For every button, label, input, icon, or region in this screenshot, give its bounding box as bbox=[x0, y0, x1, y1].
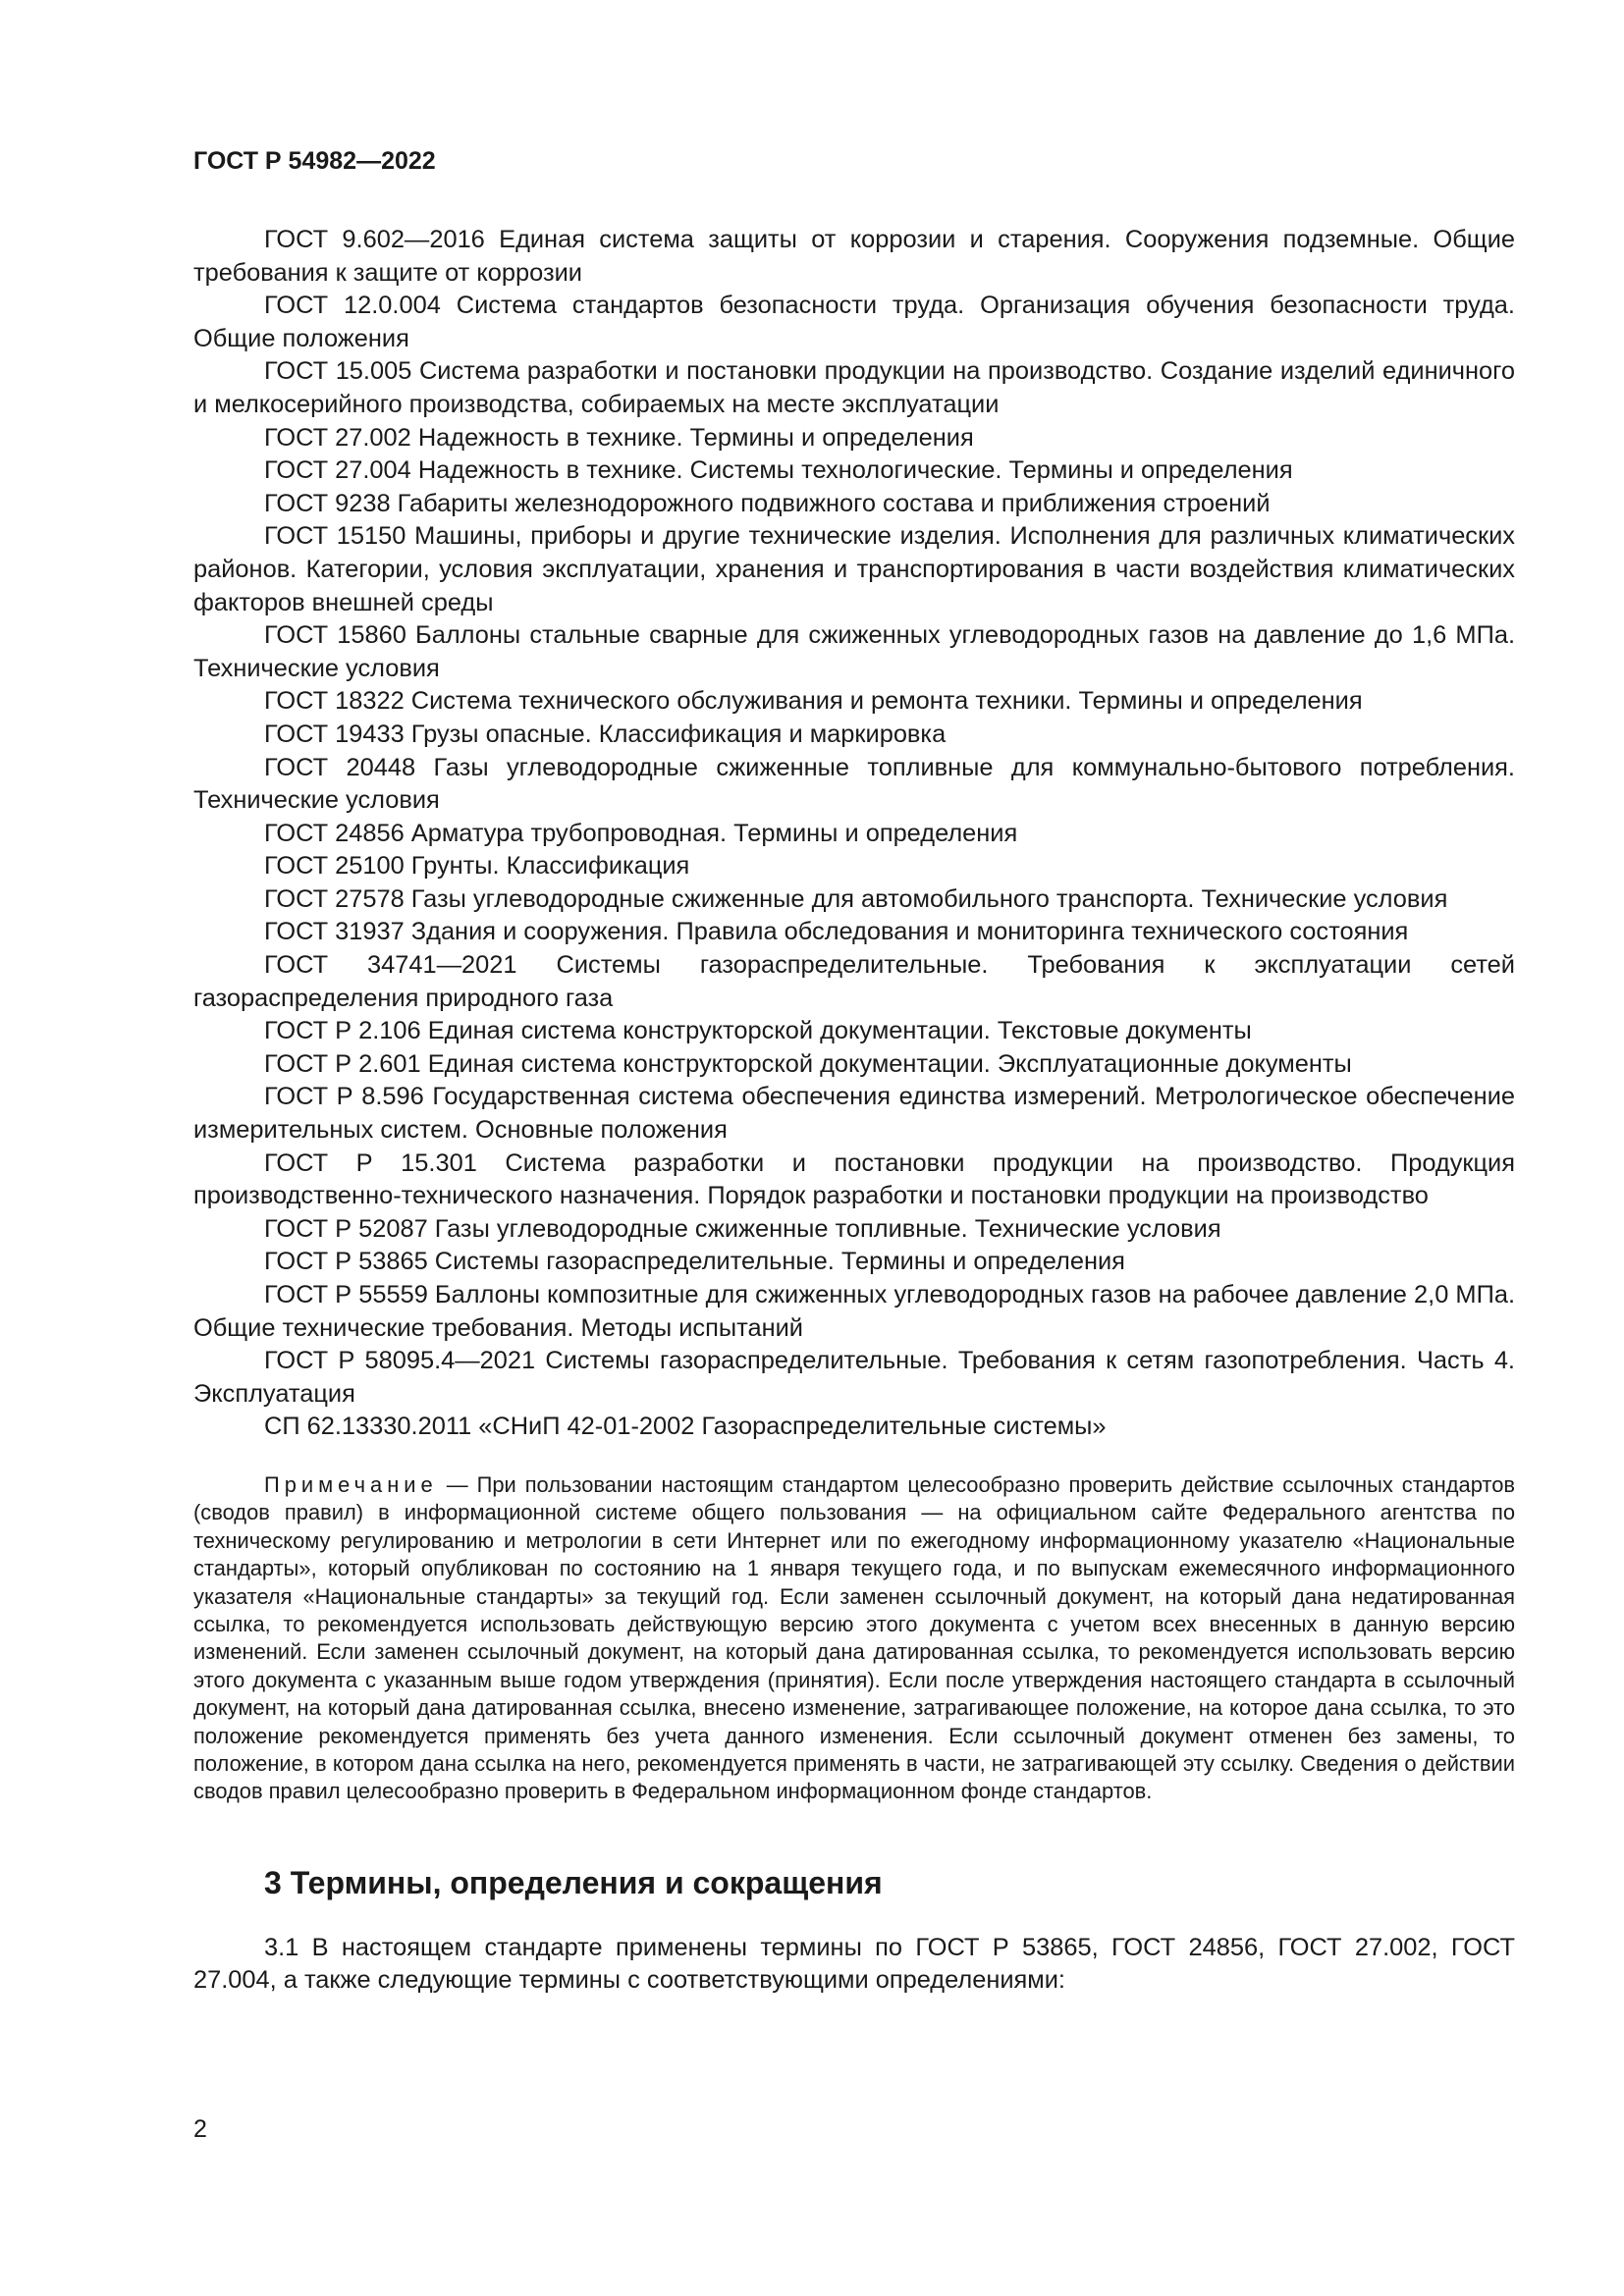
reference-item: ГОСТ Р 58095.4—2021 Системы газораспределительные. Требования к сетям газопотребления. Часть 4. Эксплуатация bbox=[193, 1347, 1515, 1408]
reference-item: ГОСТ Р 55559 Баллоны композитные для сжиженных углеводородных газов на рабочее давление 2,0 МПа. Общие технические требования. Методы испытаний bbox=[193, 1281, 1515, 1342]
reference-item: ГОСТ 15.005 Система разработки и постановки продукции на производство. Создание изделий единичного и мелкосерийного производства, собираемых на месте эксплуатации bbox=[193, 357, 1515, 418]
reference-item: ГОСТ 25100 Грунты. Классификация bbox=[264, 852, 690, 881]
reference-item: ГОСТ 15860 Баллоны стальные сварные для сжиженных углеводородных газов на давление до 1,6 МПа. Технические условия bbox=[193, 621, 1515, 682]
reference-item: ГОСТ Р 15.301 Система разработки и постановки продукции на производство. Продукция производственно-технического назначения. Порядок разработки и постановки продукции на производство bbox=[193, 1148, 1515, 1210]
reference-item: ГОСТ Р 53865 Системы газораспределительные. Термины и определения bbox=[264, 1248, 1125, 1276]
reference-item: ГОСТ 27.004 Надежность в технике. Системы технологические. Термины и определения bbox=[264, 456, 1293, 485]
reference-item: ГОСТ 15150 Машины, приборы и другие технические изделия. Исполнения для различных климатических районов. Категории, условия эксплуатации, хранения и транспортирования в части воздействия климатических факторов внешней среды bbox=[193, 522, 1515, 616]
reference-item: ГОСТ 20448 Газы углеводородные сжиженные топливные для коммунально-бытового потребления. Технические условия bbox=[193, 753, 1515, 815]
reference-item: ГОСТ 18322 Система технического обслуживания и ремонта техники. Термины и определения bbox=[264, 687, 1363, 716]
reference-item: СП 62.13330.2011 «СНиП 42-01-2002 Газораспределительные системы» bbox=[264, 1413, 1107, 1441]
page-content bbox=[193, 224, 1515, 1998]
document-header: ГОСТ Р 54982—2022 bbox=[193, 147, 436, 175]
reference-item: ГОСТ Р 52087 Газы углеводородные сжиженные топливные. Технические условия bbox=[264, 1214, 1221, 1243]
reference-item: ГОСТ 27.002 Надежность в технике. Термины и определения bbox=[264, 423, 974, 452]
reference-item: ГОСТ 24856 Арматура трубопроводная. Термины и определения bbox=[264, 819, 1018, 847]
note-label: Примечание bbox=[264, 1471, 438, 1497]
reference-item: ГОСТ 9238 Габариты железнодорожного подвижного состава и приближения строений bbox=[264, 489, 1271, 517]
note-text: — При пользовании настоящим стандартом целесообразно проверить действие ссылочных стандартов (сводов правил) в информационной системе общего пользования — на официальном сайте Федерального агентства по техническому регулированию и метрологии в сети Интернет или по ежегодному информационному указателю «Национальные стандарты», который опубликован по состоянию на 1 января текущего года, и по выпускам ежемесячного информационного указателя «Национальные стандарты» за текущий год. Если заменен ссылочный документ, на который дана недатированная ссылка, то рекомендуется использовать действующую версию этого документа с учетом всех внесенных в данную версию изменений. Если заменен ссылочный документ, на который дана датированная ссылка, то рекомендуется использовать версию этого документа с указанным выше годом утверждения (принятия). Если после утверждения настоящего стандарта в ссылочный документ, на который дана датированная ссылка, внесено изменение, затрагивающее положение, на которое дана ссылка, то это положение рекомендуется применять без учета данного изменения. Если ссылочный документ отменен без замены, то положение, в котором дана ссылка на него, рекомендуется применять в части, не затрагивающей эту ссылку. Сведения о действии сводов правил целесообразно проверить в Федеральном информационном фонде стандартов. bbox=[193, 1471, 1515, 1804]
note-paragraph bbox=[193, 1471, 1515, 1806]
reference-item: ГОСТ Р 2.106 Единая система конструкторской документации. Текстовые документы bbox=[264, 1017, 1252, 1045]
page-number: 2 bbox=[193, 2115, 207, 2143]
reference-item: ГОСТ 31937 Здания и сооружения. Правила обследования и мониторинга технического состояния bbox=[264, 918, 1409, 946]
section-title: 3 Термины, определения и сокращения bbox=[264, 1864, 883, 1900]
reference-item: ГОСТ Р 8.596 Государственная система обеспечения единства измерений. Метрологическое обеспечение измерительных систем. Основные положения bbox=[193, 1083, 1515, 1145]
reference-item: ГОСТ 27578 Газы углеводородные сжиженные для автомобильного транспорта. Технические условия bbox=[264, 884, 1448, 913]
normative-references-list bbox=[193, 224, 1515, 1444]
reference-item: ГОСТ 34741—2021 Системы газораспределительные. Требования к эксплуатации сетей газораспределения природного газа bbox=[193, 951, 1515, 1012]
reference-item: ГОСТ 9.602—2016 Единая система защиты от коррозии и старения. Сооружения подземные. Общие требования к защите от коррозии bbox=[193, 226, 1515, 287]
reference-item: ГОСТ Р 2.601 Единая система конструкторской документации. Эксплуатационные документы bbox=[264, 1049, 1352, 1078]
reference-item: ГОСТ 12.0.004 Система стандартов безопасности труда. Организация обучения безопасности труда. Общие положения bbox=[193, 292, 1515, 352]
section-paragraph: 3.1 В настоящем стандарте применены термины по ГОСТ Р 53865, ГОСТ 24856, ГОСТ 27.002, ГОСТ 27.004, а также следующие термины с соответствующими определениями: bbox=[193, 1933, 1515, 1995]
reference-item: ГОСТ 19433 Грузы опасные. Классификация и маркировка bbox=[264, 720, 947, 748]
